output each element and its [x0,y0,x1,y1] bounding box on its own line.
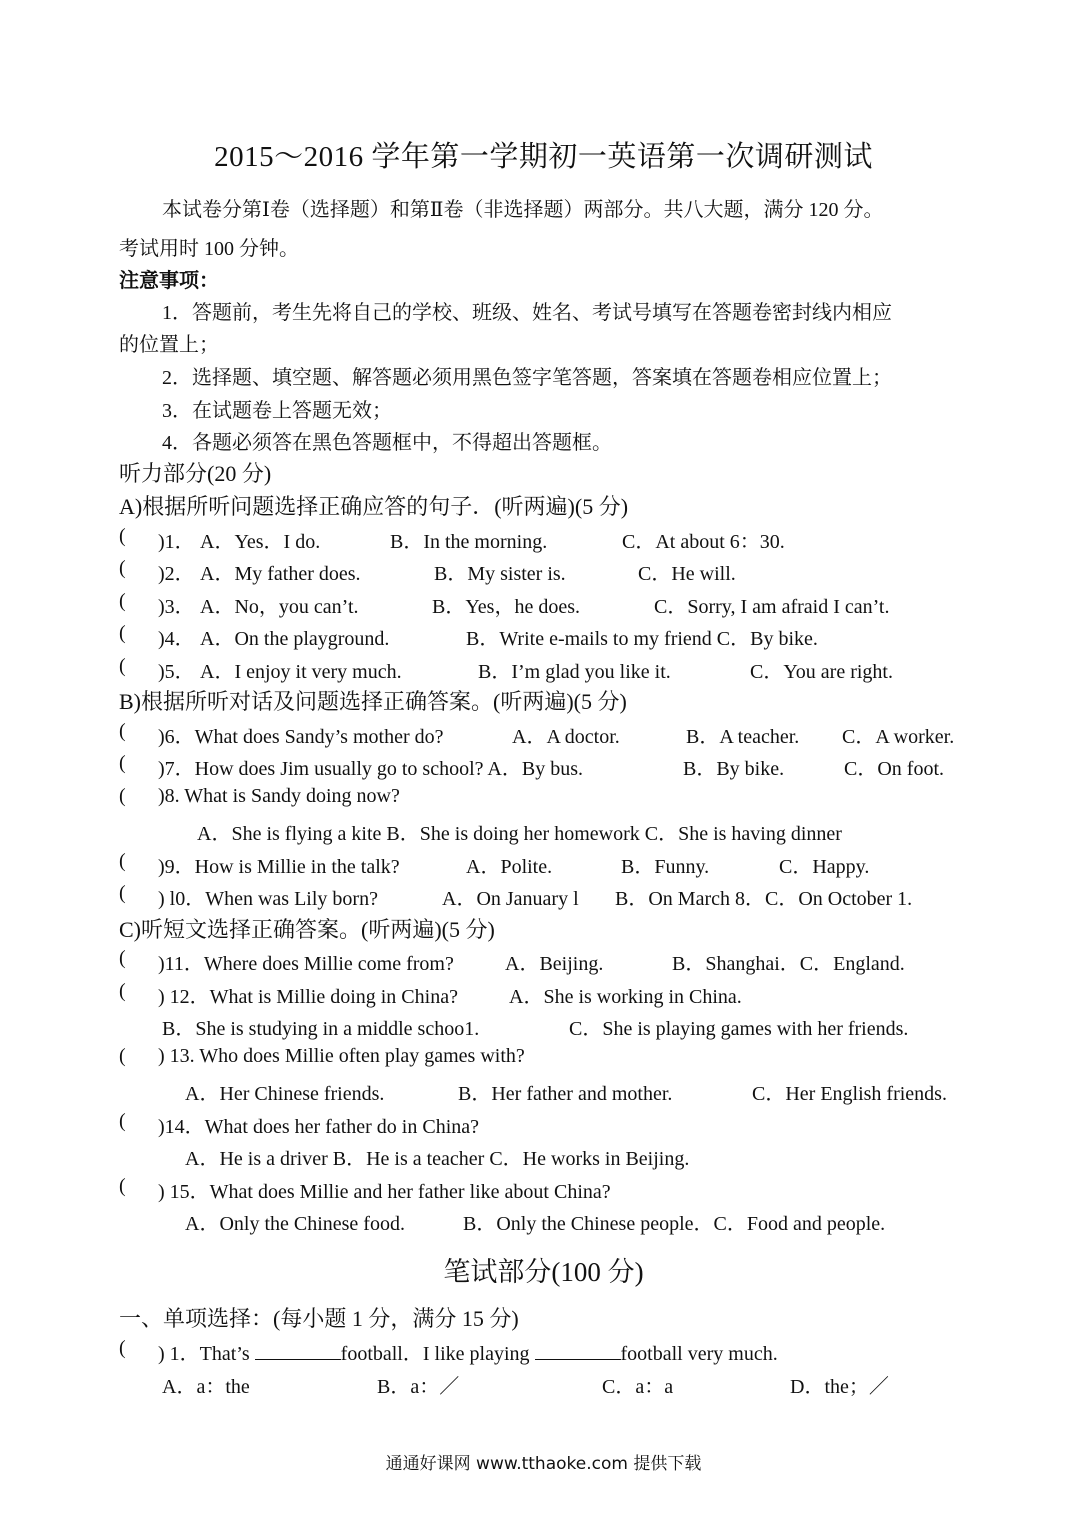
answer-paren: ( [119,590,126,612]
option-c: C．He will. [638,563,736,585]
question-options: A．She is flying a kite B．She is doing her homework C．She is having dinner [197,823,842,845]
answer-paren: ( [119,1175,126,1197]
question-stem: ) 15．What does Millie and her father like about China? [158,1181,611,1203]
question-stem: )9．How is Millie in the talk? [158,856,400,878]
answer-paren: ( [119,785,126,807]
question-stem: )6．What does Sandy’s mother do? [158,726,444,748]
question-number: )3． [158,596,195,618]
notice-item-3: 3．在试题卷上答题无效； [162,400,392,422]
question-stem: ) 13. Who does Millie often play games with? [158,1045,525,1067]
option-b: B．Yes，he does. [432,596,580,618]
question-number: )2． [158,563,195,585]
part-a-heading: A)根据所听问题选择正确应答的句子．(听两遍)(5 分) [119,494,629,519]
option-d: D．the；／ [790,1376,889,1398]
notice-item-1: 1．答题前，考生先将自己的学校、班级、姓名、考试号填写在答题卷密封线内相应 [162,302,892,324]
question-options: A．He is a driver B．He is a teacher C．He works in Beijing. [185,1148,690,1170]
option-a: A．On January l [442,888,579,910]
option-c: C．You are right. [750,661,893,683]
option-c: C．She is playing games with her friends. [569,1018,909,1040]
intro-line-1: 本试卷分第Ⅰ卷（选择题）和第Ⅱ卷（非选择题）两部分。共八大题，满分 120 分。 [162,199,884,221]
stem-part-1: ) 1．That’s [158,1343,250,1365]
option-b: B．a：／ [377,1376,460,1398]
answer-paren: ( [119,622,126,644]
option-c: C．At about 6：30. [622,531,785,553]
part-b-heading: B)根据所听对话及问题选择正确答案。(听两遍)(5 分) [119,689,627,714]
option-a: A．Yes．I do. [200,531,321,553]
question-stem: )8. What is Sandy doing now? [158,785,400,807]
answer-paren: ( [119,1045,126,1067]
option-b: B．Funny. [621,856,710,878]
answer-paren: ( [119,655,126,677]
option-c: C．Her English friends. [752,1083,947,1105]
question-stem: ) l0．When was Lily born? [158,888,378,910]
answer-paren: ( [119,720,126,742]
answer-paren: ( [119,1110,126,1132]
answer-paren: ( [119,850,126,872]
answer-paren: ( [119,882,126,904]
option-a: A．On the playground. [200,628,390,650]
section-1-heading: 一、单项选择：(每小题 1 分，满分 15 分) [119,1306,519,1331]
option-c: C．a：a [602,1376,674,1398]
notice-heading: 注意事项： [119,270,219,292]
option-a: A．A doctor. [512,726,620,748]
option-b: B．Her father and mother. [458,1083,673,1105]
option-a: A．She is working in China. [509,986,742,1008]
option-b: B．She is studying in a middle schoo1. [162,1018,480,1040]
answer-paren: ( [119,980,126,1002]
option-b: B．My sister is. [434,563,566,585]
notice-item-4: 4．各题必须答在黑色答题框中，不得超出答题框。 [162,432,612,454]
option-b: B．In the morning. [390,531,548,553]
question-stem [158,1337,778,1366]
option-a: A．Her Chinese friends. [185,1083,385,1105]
option-c: C．A worker. [842,726,955,748]
question-stem: )14．What does her father do in China? [158,1116,480,1138]
option-a: A．Only the Chinese food. [185,1213,405,1235]
option-b: B．A teacher. [686,726,800,748]
option-b: B．On March 8．C．On October 1. [615,888,913,910]
question-number: )4． [158,628,195,650]
option-c: C．On foot. [844,758,944,780]
option-c: C．Happy. [779,856,870,878]
question-stem: ) 12．What is Millie doing in China? [158,986,458,1008]
option-a: A．No，you can’t. [200,596,359,618]
option-b: B．I’m glad you like it. [478,661,671,683]
answer-paren: ( [119,557,126,579]
notice-item-1-cont: 的位置上； [119,334,219,356]
option-b: B．Only the Chinese people．C．Food and people. [463,1213,886,1235]
question-stem: )11．Where does Millie come from? [158,953,454,975]
answer-paren: ( [119,752,126,774]
option-b: B．Shanghai．C．England. [672,953,905,975]
answer-paren: ( [119,525,126,547]
intro-line-2: 考试用时 100 分钟。 [119,238,299,260]
listening-heading: 听力部分(20 分) [119,461,272,486]
answer-paren: ( [119,1337,126,1359]
page-title: 2015～2016 学年第一学期初一英语第一次调研测试 [214,141,873,173]
blank-2 [535,1341,621,1360]
option-a: A．a：the [162,1376,250,1398]
notice-item-2: 2．选择题、填空题、解答题必须用黑色签字笔答题，答案填在答题卷相应位置上； [162,367,892,389]
written-heading: 笔试部分(100 分) [443,1257,644,1287]
question-number: )1． [158,531,195,553]
stem-part-2: football．I like playing [340,1343,530,1365]
question-number: )5． [158,661,195,683]
option-c: C．Sorry, I am afraid I can’t. [654,596,890,618]
footer-credit: 通通好课网 www.tthaoke.com 提供下载 [385,1454,702,1474]
part-c-heading: C)听短文选择正确答案。(听两遍)(5 分) [119,917,495,942]
option-b: B．By bike. [683,758,785,780]
option-a: A．Polite. [466,856,553,878]
option-b: B．Write e-mails to my friend C．By bike. [466,628,818,650]
blank-1 [255,1341,341,1360]
answer-paren: ( [119,947,126,969]
question-stem: )7．How does Jim usually go to school? A．By bus. [158,758,583,780]
option-a: A．My father does. [200,563,361,585]
option-a: A．Beijing. [505,953,604,975]
stem-part-3: football very much. [620,1343,778,1365]
option-a: A．I enjoy it very much. [200,661,402,683]
